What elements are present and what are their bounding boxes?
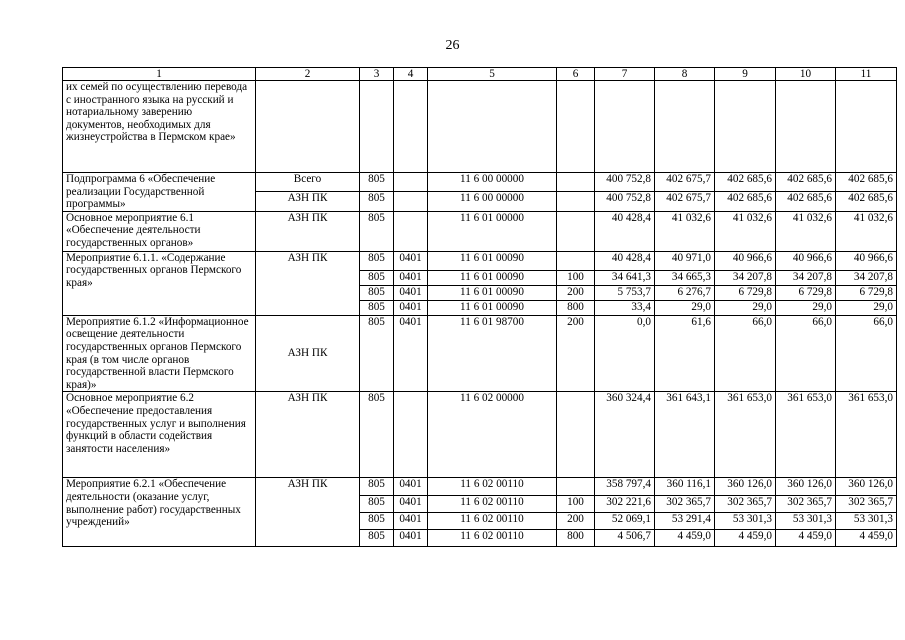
grbs-code: 805 bbox=[360, 513, 394, 530]
table-row bbox=[63, 211, 897, 251]
column-header: 2 bbox=[256, 68, 360, 81]
amount-cell: 52 069,1 bbox=[595, 513, 655, 530]
amount-cell: 400 752,8 bbox=[595, 173, 655, 192]
amount-cell: 66,0 bbox=[715, 315, 776, 392]
grbs-code: 805 bbox=[360, 173, 394, 192]
amount-cell: 40 428,4 bbox=[595, 251, 655, 270]
program-name: Мероприятие 6.1.1. «Содержание государственных органов Пермского края» bbox=[63, 251, 256, 315]
executor: АЗН ПК bbox=[256, 192, 360, 211]
target-article-code: 11 6 02 00110 bbox=[428, 513, 557, 530]
amount-cell: 61,6 bbox=[655, 315, 715, 392]
amount-cell: 402 685,6 bbox=[776, 192, 836, 211]
expense-type-code bbox=[557, 192, 595, 211]
grbs-code: 805 bbox=[360, 530, 394, 547]
expense-type-code: 200 bbox=[557, 315, 595, 392]
target-article-code: 11 6 00 00000 bbox=[428, 192, 557, 211]
amount-cell: 302 365,7 bbox=[655, 496, 715, 513]
amount-cell: 29,0 bbox=[836, 300, 897, 315]
section-code: 0401 bbox=[394, 285, 428, 300]
amount-cell: 360 126,0 bbox=[715, 478, 776, 496]
expense-type-code: 200 bbox=[557, 513, 595, 530]
section-code: 0401 bbox=[394, 270, 428, 285]
amount-cell: 53 301,3 bbox=[715, 513, 776, 530]
grbs-code: 805 bbox=[360, 270, 394, 285]
amount-cell: 361 653,0 bbox=[776, 392, 836, 478]
amount-cell: 40 966,6 bbox=[776, 251, 836, 270]
amount-cell: 34 641,3 bbox=[595, 270, 655, 285]
expense-type-code bbox=[557, 173, 595, 192]
amount-cell: 34 207,8 bbox=[715, 270, 776, 285]
section-code: 0401 bbox=[394, 496, 428, 513]
expense-type-code: 800 bbox=[557, 530, 595, 547]
section-code: 0401 bbox=[394, 530, 428, 547]
amount-cell: 29,0 bbox=[655, 300, 715, 315]
table-row bbox=[63, 392, 897, 478]
amount-cell: 29,0 bbox=[715, 300, 776, 315]
amount-cell: 360 126,0 bbox=[836, 478, 897, 496]
column-header: 10 bbox=[776, 68, 836, 81]
amount-cell: 34 207,8 bbox=[776, 270, 836, 285]
amount-cell: 302 365,7 bbox=[715, 496, 776, 513]
amount-cell: 66,0 bbox=[836, 315, 897, 392]
amount-cell: 29,0 bbox=[776, 300, 836, 315]
grbs-code: 805 bbox=[360, 192, 394, 211]
column-number-row bbox=[63, 68, 897, 81]
program-name: Подпрограмма 6 «Обеспечение реализации Государственной программы» bbox=[63, 173, 256, 212]
page-number: 26 bbox=[445, 38, 460, 53]
amount-cell: 5 753,7 bbox=[595, 285, 655, 300]
expense-type-code: 200 bbox=[557, 285, 595, 300]
amount-cell: 34 665,3 bbox=[655, 270, 715, 285]
amount-cell: 6 729,8 bbox=[836, 285, 897, 300]
section-code bbox=[394, 211, 428, 251]
section-code: 0401 bbox=[394, 251, 428, 270]
target-article-code: 11 6 02 00110 bbox=[428, 496, 557, 513]
amount-cell: 53 291,4 bbox=[655, 513, 715, 530]
grbs-code: 805 bbox=[360, 300, 394, 315]
amount-cell: 40 971,0 bbox=[655, 251, 715, 270]
table-row bbox=[63, 173, 897, 192]
program-name: Основное мероприятие 6.1 «Обеспечение деятельности государственных органов» bbox=[63, 211, 256, 251]
grbs-code: 805 bbox=[360, 251, 394, 270]
amount-cell: 400 752,8 bbox=[595, 192, 655, 211]
amount-cell: 402 685,6 bbox=[836, 173, 897, 192]
amount-cell: 402 675,7 bbox=[655, 192, 715, 211]
program-name: Мероприятие 6.2.1 «Обеспечение деятельности (оказание услуг, выполнение работ) государственных учреждений» bbox=[63, 478, 256, 547]
column-header: 5 bbox=[428, 68, 557, 81]
grbs-code: 805 bbox=[360, 211, 394, 251]
amount-cell: 360 324,4 bbox=[595, 392, 655, 478]
target-article-code: 11 6 01 00090 bbox=[428, 251, 557, 270]
amount-cell: 402 685,6 bbox=[776, 173, 836, 192]
amount-cell: 302 365,7 bbox=[836, 496, 897, 513]
amount-cell: 4 459,0 bbox=[836, 530, 897, 547]
row-description: их семей по осуществлению перевода с иностранного языка на русский и нотариальному заверению документов, необходимых для жизнеустройства в Пермском крае» bbox=[63, 81, 256, 173]
target-article-code: 11 6 01 00090 bbox=[428, 270, 557, 285]
expense-type-code: 800 bbox=[557, 300, 595, 315]
column-header: 11 bbox=[836, 68, 897, 81]
amount-cell: 53 301,3 bbox=[776, 513, 836, 530]
amount-cell: 361 643,1 bbox=[655, 392, 715, 478]
executor: АЗН ПК bbox=[256, 478, 360, 547]
amount-cell: 0,0 bbox=[595, 315, 655, 392]
amount-cell: 358 797,4 bbox=[595, 478, 655, 496]
table-row bbox=[63, 478, 897, 496]
amount-cell: 402 685,6 bbox=[836, 192, 897, 211]
amount-cell: 4 459,0 bbox=[776, 530, 836, 547]
amount-cell: 302 221,6 bbox=[595, 496, 655, 513]
section-code: 0401 bbox=[394, 478, 428, 496]
program-name: Мероприятие 6.1.2 «Информационное освещение деятельности государственных органов Пермского края (в том числе органов государственной власти Пермского края)» bbox=[63, 315, 256, 392]
amount-cell: 360 116,1 bbox=[655, 478, 715, 496]
expense-type-code: 100 bbox=[557, 496, 595, 513]
amount-cell: 41 032,6 bbox=[655, 211, 715, 251]
column-header: 7 bbox=[595, 68, 655, 81]
amount-cell: 40 966,6 bbox=[715, 251, 776, 270]
target-article-code: 11 6 00 00000 bbox=[428, 173, 557, 192]
program-name: Основное мероприятие 6.2 «Обеспечение предоставления государственных услуг и выполнения функций в области содействия занятости населения» bbox=[63, 392, 256, 478]
amount-cell: 33,4 bbox=[595, 300, 655, 315]
amount-cell: 4 506,7 bbox=[595, 530, 655, 547]
column-header: 9 bbox=[715, 68, 776, 81]
amount-cell: 302 365,7 bbox=[776, 496, 836, 513]
continuation-row bbox=[63, 81, 897, 173]
amount-cell: 402 685,6 bbox=[715, 173, 776, 192]
section-code bbox=[394, 392, 428, 478]
amount-cell: 41 032,6 bbox=[836, 211, 897, 251]
executor: АЗН ПК bbox=[256, 251, 360, 315]
column-header: 8 bbox=[655, 68, 715, 81]
grbs-code: 805 bbox=[360, 496, 394, 513]
amount-cell: 4 459,0 bbox=[655, 530, 715, 547]
amount-cell: 361 653,0 bbox=[836, 392, 897, 478]
amount-cell: 34 207,8 bbox=[836, 270, 897, 285]
expense-type-code bbox=[557, 211, 595, 251]
section-code bbox=[394, 173, 428, 192]
amount-cell: 40 428,4 bbox=[595, 211, 655, 251]
column-header: 3 bbox=[360, 68, 394, 81]
grbs-code: 805 bbox=[360, 315, 394, 392]
amount-cell: 361 653,0 bbox=[715, 392, 776, 478]
grbs-code: 805 bbox=[360, 392, 394, 478]
expense-type-code bbox=[557, 251, 595, 270]
budget-table bbox=[62, 67, 897, 547]
section-code: 0401 bbox=[394, 315, 428, 392]
amount-cell: 4 459,0 bbox=[715, 530, 776, 547]
grbs-code: 805 bbox=[360, 285, 394, 300]
amount-cell: 6 729,8 bbox=[776, 285, 836, 300]
target-article-code: 11 6 01 98700 bbox=[428, 315, 557, 392]
amount-cell: 41 032,6 bbox=[776, 211, 836, 251]
grbs-code: 805 bbox=[360, 478, 394, 496]
section-code: 0401 bbox=[394, 300, 428, 315]
target-article-code: 11 6 01 00090 bbox=[428, 300, 557, 315]
executor: Всего bbox=[256, 173, 360, 192]
executor: АЗН ПК bbox=[256, 211, 360, 251]
column-header: 1 bbox=[63, 68, 256, 81]
target-article-code: 11 6 02 00110 bbox=[428, 478, 557, 496]
expense-type-code: 100 bbox=[557, 270, 595, 285]
executor: АЗН ПК bbox=[256, 392, 360, 478]
target-article-code: 11 6 02 00110 bbox=[428, 530, 557, 547]
target-article-code: 11 6 01 00000 bbox=[428, 211, 557, 251]
section-code: 0401 bbox=[394, 513, 428, 530]
amount-cell: 402 675,7 bbox=[655, 173, 715, 192]
amount-cell: 360 126,0 bbox=[776, 478, 836, 496]
table-row bbox=[63, 251, 897, 270]
expense-type-code bbox=[557, 478, 595, 496]
amount-cell: 6 729,8 bbox=[715, 285, 776, 300]
amount-cell: 66,0 bbox=[776, 315, 836, 392]
target-article-code: 11 6 01 00090 bbox=[428, 285, 557, 300]
target-article-code: 11 6 02 00000 bbox=[428, 392, 557, 478]
section-code bbox=[394, 192, 428, 211]
column-header: 6 bbox=[557, 68, 595, 81]
amount-cell: 402 685,6 bbox=[715, 192, 776, 211]
table-row bbox=[63, 315, 897, 392]
amount-cell: 53 301,3 bbox=[836, 513, 897, 530]
amount-cell: 6 276,7 bbox=[655, 285, 715, 300]
executor: АЗН ПК bbox=[256, 315, 360, 392]
amount-cell: 41 032,6 bbox=[715, 211, 776, 251]
expense-type-code bbox=[557, 392, 595, 478]
amount-cell: 40 966,6 bbox=[836, 251, 897, 270]
column-header: 4 bbox=[394, 68, 428, 81]
